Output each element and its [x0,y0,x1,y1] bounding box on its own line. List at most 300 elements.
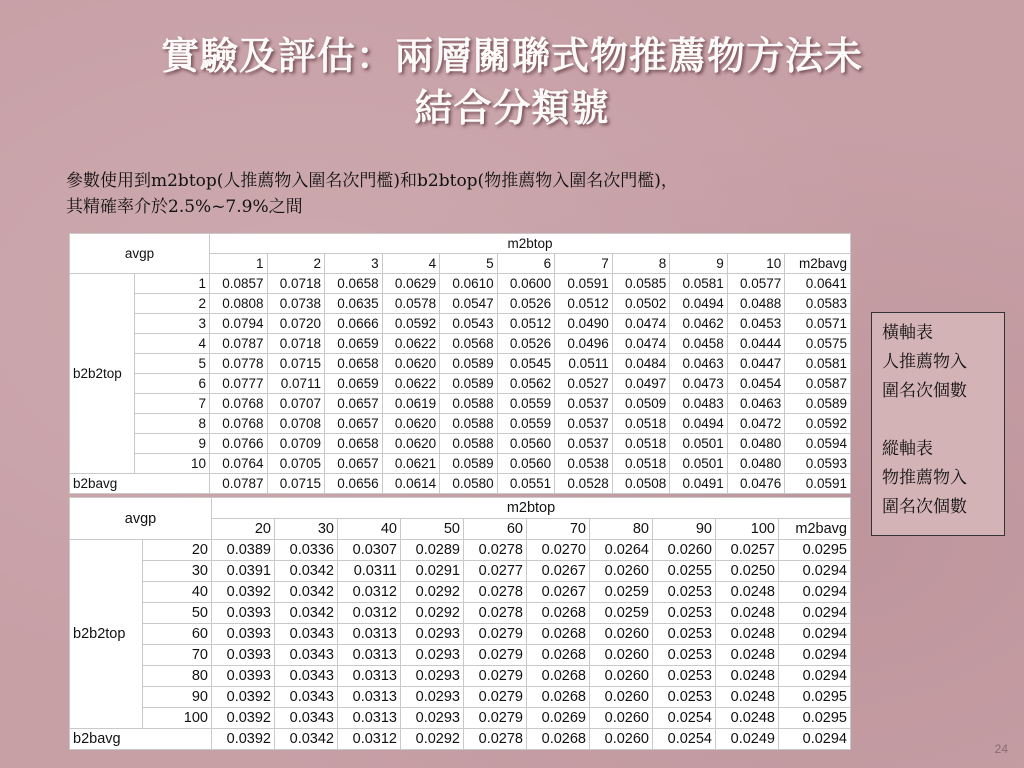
table-cell: 0.0279 [464,624,527,645]
table-cell: 0.0483 [670,394,728,414]
table-cell: 0.0313 [338,624,401,645]
table-row [70,334,851,354]
table-cell: 0.0577 [727,274,785,294]
table-cell: 0.0392 [212,582,275,603]
header-row [70,234,851,254]
table-cell: 0.0562 [497,374,555,394]
table-cell: 0.0259 [590,603,653,624]
table-cell: 0.0393 [212,624,275,645]
column-header: 6 [497,254,555,274]
table-cell: 0.0537 [555,394,613,414]
column-header: 100 [716,519,779,540]
table-cell: 0.0453 [727,314,785,334]
note-line: 縱軸表 [882,439,933,459]
slide-title [40,30,984,134]
table-cell: 0.0568 [440,334,498,354]
table-cell: 0.0511 [555,354,613,374]
table-cell: 0.0248 [716,624,779,645]
column-header: 50 [401,519,464,540]
column-header: m2bavg [785,254,851,274]
table-cell: 0.0254 [653,729,716,750]
table-cell: 0.0787 [210,334,268,354]
column-header: 3 [325,254,383,274]
table-row [70,708,851,729]
title-line-1: 實驗及評估：兩層關聯式物推薦物方法未 [160,34,863,78]
table-cell: 0.0292 [401,582,464,603]
table-cell: 0.0268 [527,729,590,750]
table-cell: 0.0313 [338,708,401,729]
table-cell: 0.0715 [267,474,325,494]
table-cell: 0.0621 [382,454,440,474]
table-cell: 0.0551 [497,474,555,494]
table-cell: 0.0248 [716,645,779,666]
table-cell: 0.0614 [382,474,440,494]
table-cell: 0.0518 [612,414,670,434]
table-row [70,374,851,394]
table-cell: 0.0289 [401,540,464,561]
table-cell: 0.0657 [325,454,383,474]
table-cell: 0.0658 [325,434,383,454]
table-cell: 0.0278 [464,729,527,750]
table-cell: 0.0560 [497,434,555,454]
column-header: 20 [212,519,275,540]
table-cell: 0.0389 [212,540,275,561]
table-cell: 0.0543 [440,314,498,334]
table-cell: 0.0313 [338,666,401,687]
note-line: 物推薦物入 [882,468,967,488]
table-row [70,454,851,474]
table-cell: 0.0494 [670,294,728,314]
table-cell: 0.0463 [727,394,785,414]
table-cell: 0.0259 [590,582,653,603]
table-cell: 0.0268 [527,645,590,666]
table-row [70,540,851,561]
table-cell: 0.0480 [727,454,785,474]
table-cell: 0.0620 [382,354,440,374]
table-cell: 0.0705 [267,454,325,474]
table-cell: 0.0476 [727,474,785,494]
table-cell: 0.0393 [212,645,275,666]
table-cell: 0.0592 [785,414,851,434]
table-cell: 0.0578 [382,294,440,314]
table-cell: 0.0527 [555,374,613,394]
row-label: 7 [135,394,210,414]
table-cell: 0.0528 [555,474,613,494]
table-cell: 0.0253 [653,645,716,666]
table-cell: 0.0571 [785,314,851,334]
table-cell: 0.0635 [325,294,383,314]
table-cell: 0.0343 [275,666,338,687]
row-average-label: b2bavg [70,729,212,750]
column-header: 40 [338,519,401,540]
table-cell: 0.0343 [275,645,338,666]
table-cell: 0.0343 [275,624,338,645]
table-cell: 0.0253 [653,666,716,687]
description-line-2: 其精確率介於2.5%~7.9%之間 [66,197,303,217]
table-cell: 0.0293 [401,666,464,687]
table-cell: 0.0585 [612,274,670,294]
row-label: 8 [135,414,210,434]
table-cell: 0.0250 [716,561,779,582]
table-cell: 0.0589 [440,354,498,374]
row-label: 40 [143,582,212,603]
table-cell: 0.0343 [275,687,338,708]
row-label: 3 [135,314,210,334]
table-cell: 0.0658 [325,354,383,374]
table-cell: 0.0279 [464,708,527,729]
table-cell: 0.0312 [338,603,401,624]
title-line-2: 結合分類號 [414,86,610,130]
table-cell: 0.0254 [653,708,716,729]
table-row [70,687,851,708]
column-header: 9 [670,254,728,274]
table-row [70,354,851,374]
table-cell: 0.0313 [338,687,401,708]
row-label: 90 [143,687,212,708]
table-cell: 0.0622 [382,334,440,354]
table-cell: 0.0391 [212,561,275,582]
row-label: 6 [135,374,210,394]
table-cell: 0.0512 [497,314,555,334]
table-cell: 0.0808 [210,294,268,314]
table-cell: 0.0526 [497,294,555,314]
table-cell: 0.0392 [212,729,275,750]
table-cell: 0.0777 [210,374,268,394]
table-cell: 0.0268 [527,687,590,708]
table-cell: 0.0293 [401,624,464,645]
table-cell: 0.0267 [527,582,590,603]
table-cell: 0.0581 [785,354,851,374]
column-header: 2 [267,254,325,274]
table-cell: 0.0764 [210,454,268,474]
axis-note-box [871,312,1005,536]
table-cell: 0.0342 [275,603,338,624]
table-cell: 0.0583 [785,294,851,314]
table-cell: 0.0267 [527,561,590,582]
table-cell: 0.0508 [612,474,670,494]
table-cell: 0.0342 [275,582,338,603]
table-cell: 0.0538 [555,454,613,474]
table-cell: 0.0560 [497,454,555,474]
table-cell: 0.0278 [464,582,527,603]
column-group-header: m2btop [210,234,851,254]
table-cell: 0.0509 [612,394,670,414]
table-cell: 0.0474 [612,334,670,354]
table-row [70,729,851,750]
table-cell: 0.0260 [590,561,653,582]
table-cell: 0.0458 [670,334,728,354]
precision-table-small-thresholds [69,233,851,494]
table-cell: 0.0248 [716,708,779,729]
row-group-header: b2b2top [70,540,143,729]
table-row [70,474,851,494]
table-cell: 0.0268 [527,603,590,624]
table-row [70,394,851,414]
table-cell: 0.0600 [497,274,555,294]
table-cell: 0.0593 [785,454,851,474]
table-cell: 0.0494 [670,414,728,434]
table-cell: 0.0293 [401,708,464,729]
table-cell: 0.0260 [590,729,653,750]
table-cell: 0.0392 [212,708,275,729]
table-cell: 0.0778 [210,354,268,374]
table-cell: 0.0474 [612,314,670,334]
table-cell: 0.0488 [727,294,785,314]
table-cell: 0.0268 [527,624,590,645]
table-row [70,561,851,582]
note-line: 圍名次個數 [882,381,967,401]
table-cell: 0.0501 [670,454,728,474]
column-header: 30 [275,519,338,540]
table-cell: 0.0312 [338,729,401,750]
table-cell: 0.0253 [653,624,716,645]
table-cell: 0.0559 [497,414,555,434]
column-header: 8 [612,254,670,274]
table-row [70,434,851,454]
column-header: 10 [727,254,785,274]
table-cell: 0.0794 [210,314,268,334]
table-cell: 0.0279 [464,687,527,708]
table-cell: 0.0545 [497,354,555,374]
row-label: 2 [135,294,210,314]
table-cell: 0.0656 [325,474,383,494]
row-label: 10 [135,454,210,474]
row-label: 70 [143,645,212,666]
note-line: 人推薦物入 [882,352,967,372]
table-cell: 0.0248 [716,582,779,603]
column-header: 1 [210,254,268,274]
table-cell: 0.0575 [785,334,851,354]
table-cell: 0.0294 [779,624,851,645]
table-cell: 0.0295 [779,708,851,729]
table-cell: 0.0291 [401,561,464,582]
row-group-header: b2b2top [70,274,135,474]
table-cell: 0.0253 [653,582,716,603]
table-cell: 0.0718 [267,274,325,294]
table-row [70,645,851,666]
table-cell: 0.0512 [555,294,613,314]
table-cell: 0.0587 [785,374,851,394]
table-cell: 0.0657 [325,394,383,414]
header-row [70,498,851,519]
column-header: 5 [440,254,498,274]
table-cell: 0.0270 [527,540,590,561]
table-cell: 0.0857 [210,274,268,294]
table-cell: 0.0580 [440,474,498,494]
table-cell: 0.0277 [464,561,527,582]
table-cell: 0.0392 [212,687,275,708]
table-cell: 0.0393 [212,666,275,687]
table-cell: 0.0295 [779,687,851,708]
column-header: 4 [382,254,440,274]
table-cell: 0.0715 [267,354,325,374]
table-cell: 0.0707 [267,394,325,414]
corner-header: avgp [70,498,212,540]
table-cell: 0.0537 [555,434,613,454]
row-label: 60 [143,624,212,645]
table-row [70,314,851,334]
table-cell: 0.0278 [464,540,527,561]
row-label: 100 [143,708,212,729]
table-cell: 0.0279 [464,666,527,687]
table-cell: 0.0454 [727,374,785,394]
row-label: 30 [143,561,212,582]
table-cell: 0.0249 [716,729,779,750]
table-cell: 0.0260 [590,687,653,708]
column-header: 60 [464,519,527,540]
column-header: 90 [653,519,716,540]
table-cell: 0.0342 [275,561,338,582]
table-row [70,414,851,434]
precision-table-large-thresholds [69,497,851,750]
note-line: 圍名次個數 [882,497,967,517]
table-cell: 0.0526 [497,334,555,354]
table-cell: 0.0622 [382,374,440,394]
table-cell: 0.0594 [785,434,851,454]
table-cell: 0.0581 [670,274,728,294]
table-cell: 0.0588 [440,434,498,454]
table-cell: 0.0666 [325,314,383,334]
table-cell: 0.0629 [382,274,440,294]
table-cell: 0.0260 [590,708,653,729]
table-cell: 0.0257 [716,540,779,561]
table-cell: 0.0766 [210,434,268,454]
table-cell: 0.0279 [464,645,527,666]
row-label: 1 [135,274,210,294]
table-cell: 0.0447 [727,354,785,374]
table-cell: 0.0268 [527,666,590,687]
table-row [70,666,851,687]
table-cell: 0.0472 [727,414,785,434]
table-cell: 0.0496 [555,334,613,354]
table-cell: 0.0547 [440,294,498,314]
table-cell: 0.0294 [779,582,851,603]
table-cell: 0.0248 [716,666,779,687]
row-average-label: b2bavg [70,474,210,494]
table-row [70,582,851,603]
table-row [70,294,851,314]
row-label: 50 [143,603,212,624]
column-header: m2bavg [779,519,851,540]
table-cell: 0.0502 [612,294,670,314]
table-cell: 0.0588 [440,394,498,414]
note-spacer [882,406,1004,435]
table-cell: 0.0501 [670,434,728,454]
table-cell: 0.0260 [590,645,653,666]
table-cell: 0.0480 [727,434,785,454]
table-cell: 0.0294 [779,561,851,582]
table-cell: 0.0343 [275,708,338,729]
table-cell: 0.0709 [267,434,325,454]
table-cell: 0.0589 [440,454,498,474]
table-cell: 0.0336 [275,540,338,561]
table-cell: 0.0294 [779,666,851,687]
table-cell: 0.0589 [440,374,498,394]
column-group-header: m2btop [212,498,851,519]
table-cell: 0.0619 [382,394,440,414]
table-cell: 0.0260 [590,666,653,687]
table-cell: 0.0295 [779,540,851,561]
table-cell: 0.0260 [590,624,653,645]
table-cell: 0.0264 [590,540,653,561]
note-line: 橫軸表 [882,323,933,343]
table-cell: 0.0490 [555,314,613,334]
table-cell: 0.0768 [210,414,268,434]
table-cell: 0.0253 [653,603,716,624]
table-cell: 0.0738 [267,294,325,314]
table-cell: 0.0463 [670,354,728,374]
column-header: 80 [590,519,653,540]
description [66,168,986,220]
table-cell: 0.0497 [612,374,670,394]
table-cell: 0.0768 [210,394,268,414]
table-cell: 0.0444 [727,334,785,354]
table-cell: 0.0491 [670,474,728,494]
table-cell: 0.0559 [497,394,555,414]
table-row [70,624,851,645]
row-label: 80 [143,666,212,687]
table-cell: 0.0294 [779,729,851,750]
table-cell: 0.0253 [653,687,716,708]
table-cell: 0.0591 [555,274,613,294]
row-label: 4 [135,334,210,354]
table-cell: 0.0641 [785,274,851,294]
table-cell: 0.0708 [267,414,325,434]
table-cell: 0.0312 [338,582,401,603]
table-cell: 0.0311 [338,561,401,582]
table-row [70,274,851,294]
page-number: 24 [994,742,1008,756]
table-cell: 0.0260 [653,540,716,561]
table-cell: 0.0720 [267,314,325,334]
table-cell: 0.0718 [267,334,325,354]
table-cell: 0.0292 [401,603,464,624]
table-cell: 0.0278 [464,603,527,624]
table-cell: 0.0269 [527,708,590,729]
table-cell: 0.0518 [612,454,670,474]
table-cell: 0.0484 [612,354,670,374]
table-cell: 0.0658 [325,274,383,294]
table-cell: 0.0462 [670,314,728,334]
table-cell: 0.0591 [785,474,851,494]
table-cell: 0.0307 [338,540,401,561]
table-row [70,603,851,624]
table-cell: 0.0292 [401,729,464,750]
table-cell: 0.0248 [716,687,779,708]
row-label: 20 [143,540,212,561]
table-cell: 0.0592 [382,314,440,334]
table-cell: 0.0293 [401,645,464,666]
table-cell: 0.0657 [325,414,383,434]
corner-header: avgp [70,234,210,274]
table-cell: 0.0293 [401,687,464,708]
table-cell: 0.0620 [382,434,440,454]
table-cell: 0.0620 [382,414,440,434]
table-cell: 0.0610 [440,274,498,294]
table-cell: 0.0518 [612,434,670,454]
table-cell: 0.0342 [275,729,338,750]
row-label: 5 [135,354,210,374]
table-cell: 0.0711 [267,374,325,394]
table-cell: 0.0787 [210,474,268,494]
table-cell: 0.0589 [785,394,851,414]
table-cell: 0.0473 [670,374,728,394]
table-cell: 0.0248 [716,603,779,624]
table-cell: 0.0393 [212,603,275,624]
column-header: 70 [527,519,590,540]
table-cell: 0.0294 [779,603,851,624]
table-cell: 0.0313 [338,645,401,666]
